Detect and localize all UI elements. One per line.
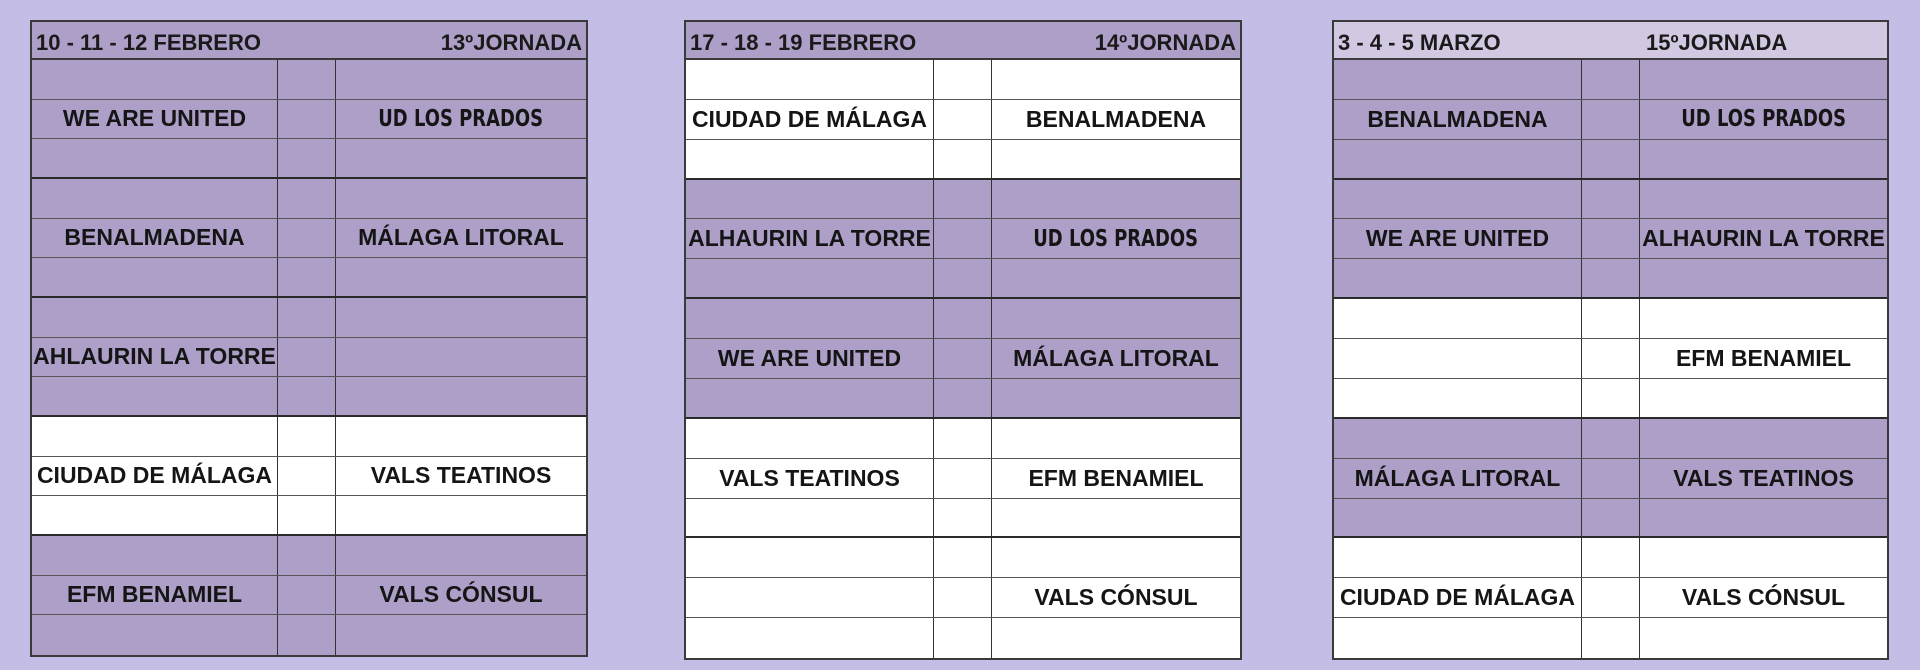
jornada-14-sheet: [684, 20, 1242, 660]
empty-cell: [278, 417, 336, 456]
score-cell: [934, 219, 992, 258]
home-team-label: WE ARE UNITED: [717, 344, 902, 371]
empty-cell: [1582, 618, 1640, 658]
empty-cell: [1640, 618, 1887, 658]
away-team: [336, 219, 586, 258]
match-row: [1334, 100, 1887, 140]
home-team: [1334, 339, 1582, 378]
empty-cell: [934, 538, 992, 577]
score-cell: [1582, 578, 1640, 617]
spacer-row: [1334, 618, 1887, 658]
match-grid: [1334, 60, 1887, 658]
empty-cell: [278, 258, 336, 296]
empty-cell: [1334, 299, 1582, 338]
empty-cell: [934, 419, 992, 458]
spacer-row: [686, 180, 1240, 220]
empty-cell: [32, 536, 278, 575]
away-team-label: MÁLAGA LITORAL: [358, 224, 564, 251]
empty-cell: [1640, 538, 1887, 577]
away-team-label: VALS TEATINOS: [1673, 464, 1854, 491]
empty-cell: [278, 536, 336, 575]
away-team: [992, 578, 1240, 617]
match-row: [32, 576, 586, 616]
score-cell: [278, 338, 336, 377]
empty-cell: [336, 417, 586, 456]
empty-cell: [1582, 419, 1640, 458]
away-team: [1640, 100, 1887, 139]
empty-cell: [1334, 618, 1582, 658]
match-row: [32, 100, 586, 140]
jornada-15-sheet: [1332, 20, 1889, 660]
empty-cell: [1640, 499, 1887, 537]
empty-cell: [32, 298, 278, 337]
empty-cell: [336, 496, 586, 534]
empty-cell: [992, 259, 1240, 297]
empty-cell: [278, 139, 336, 177]
empty-cell: [1582, 140, 1640, 178]
empty-cell: [934, 140, 992, 178]
score-cell: [278, 219, 336, 258]
away-team-label: UD LOS PRADOS: [378, 105, 544, 132]
empty-cell: [992, 618, 1240, 658]
match-row: [1334, 459, 1887, 499]
match-grid: [686, 60, 1240, 658]
away-team-label: ALHAURIN LA TORRE: [1642, 225, 1885, 252]
empty-cell: [1334, 499, 1582, 537]
score-cell: [934, 459, 992, 498]
empty-cell: [336, 377, 586, 415]
empty-cell: [32, 258, 278, 296]
spacer-row: [32, 417, 586, 457]
spacer-row: [32, 139, 586, 179]
home-team: [1334, 219, 1582, 258]
empty-cell: [686, 259, 934, 297]
spacer-row: [1334, 180, 1887, 220]
empty-cell: [934, 60, 992, 99]
jornada-header: [686, 22, 1240, 60]
empty-cell: [992, 299, 1240, 338]
empty-cell: [992, 419, 1240, 458]
empty-cell: [686, 379, 934, 417]
empty-cell: [1582, 259, 1640, 297]
empty-cell: [992, 60, 1240, 99]
spacer-row: [32, 615, 586, 655]
empty-cell: [1334, 180, 1582, 219]
spacer-row: [1334, 499, 1887, 539]
match-row: [686, 219, 1240, 259]
match-row: [686, 100, 1240, 140]
home-team-label: WE ARE UNITED: [62, 105, 247, 132]
home-team-label: AHLAURIN LA TORRE: [33, 343, 276, 370]
empty-cell: [1640, 419, 1887, 458]
score-cell: [934, 578, 992, 617]
empty-cell: [686, 419, 934, 458]
home-team-label: ALHAURIN LA TORRE: [688, 225, 931, 252]
score-cell: [934, 100, 992, 139]
empty-cell: [278, 179, 336, 218]
home-team-label: VALS TEATINOS: [719, 464, 900, 491]
home-team-label: WE ARE UNITED: [1365, 225, 1550, 252]
empty-cell: [686, 180, 934, 219]
home-team-label: BENALMADENA: [64, 224, 245, 251]
spacer-row: [32, 377, 586, 417]
away-team: [1640, 219, 1887, 258]
match-row: [686, 578, 1240, 618]
match-row: [686, 339, 1240, 379]
away-team-label: EFM BENAMIEL: [1028, 464, 1204, 491]
spacer-row: [32, 536, 586, 576]
away-team-label: BENALMADENA: [1025, 105, 1207, 132]
spacer-row: [1334, 299, 1887, 339]
spacer-row: [1334, 259, 1887, 299]
empty-cell: [1640, 140, 1887, 178]
match-row: [1334, 578, 1887, 618]
empty-cell: [336, 298, 586, 337]
home-team: [32, 457, 278, 496]
empty-cell: [686, 299, 934, 338]
home-team: [1334, 459, 1582, 498]
away-team: [992, 100, 1240, 139]
empty-cell: [1640, 60, 1887, 99]
empty-cell: [1334, 140, 1582, 178]
home-team: [32, 576, 278, 615]
empty-cell: [32, 377, 278, 415]
match-row: [32, 219, 586, 259]
spacer-row: [1334, 140, 1887, 180]
home-team: [1334, 100, 1582, 139]
spacer-row: [686, 259, 1240, 299]
empty-cell: [686, 140, 934, 178]
empty-cell: [336, 615, 586, 655]
spacer-row: [686, 618, 1240, 658]
empty-cell: [1582, 499, 1640, 537]
home-team: [32, 100, 278, 139]
empty-cell: [1334, 538, 1582, 577]
away-team-label: VALS CÓNSUL: [1681, 584, 1846, 611]
spacer-row: [32, 258, 586, 298]
spacer-row: [32, 298, 586, 338]
away-team-label: VALS CÓNSUL: [379, 581, 543, 608]
spacer-row: [32, 179, 586, 219]
empty-cell: [32, 60, 278, 99]
score-cell: [934, 339, 992, 378]
empty-cell: [992, 499, 1240, 537]
empty-cell: [686, 499, 934, 537]
empty-cell: [1640, 299, 1887, 338]
empty-cell: [1640, 379, 1887, 417]
empty-cell: [934, 180, 992, 219]
empty-cell: [336, 536, 586, 575]
away-team: [336, 457, 586, 496]
spacer-row: [686, 379, 1240, 419]
score-cell: [1582, 339, 1640, 378]
spacer-row: [686, 140, 1240, 180]
empty-cell: [686, 618, 934, 658]
away-team: [992, 339, 1240, 378]
away-team-label: MÁLAGA LITORAL: [1013, 344, 1219, 371]
away-team: [1640, 339, 1887, 378]
home-team-label: EFM BENAMIEL: [66, 581, 243, 608]
home-team: [686, 339, 934, 378]
spacer-row: [32, 60, 586, 100]
match-grid: [32, 60, 586, 655]
empty-cell: [686, 538, 934, 577]
jornada-round: 13ºJORNADA: [440, 30, 582, 55]
jornada-13-sheet: [30, 20, 588, 657]
away-team: [992, 459, 1240, 498]
score-cell: [1582, 100, 1640, 139]
spacer-row: [686, 419, 1240, 459]
jornada-header: [32, 22, 586, 60]
empty-cell: [992, 379, 1240, 417]
score-cell: [278, 576, 336, 615]
spacer-row: [686, 499, 1240, 539]
empty-cell: [1582, 299, 1640, 338]
jornada-dates: 10 - 11 - 12 FEBRERO: [36, 30, 261, 55]
empty-cell: [934, 618, 992, 658]
match-row: [1334, 339, 1887, 379]
empty-cell: [1334, 379, 1582, 417]
empty-cell: [1640, 180, 1887, 219]
spacer-row: [686, 538, 1240, 578]
empty-cell: [1640, 259, 1887, 297]
home-team: [32, 219, 278, 258]
away-team-label: VALS TEATINOS: [370, 462, 552, 489]
empty-cell: [278, 377, 336, 415]
away-team-label: EFM BENAMIEL: [1675, 344, 1852, 371]
score-cell: [278, 100, 336, 139]
empty-cell: [992, 180, 1240, 219]
empty-cell: [1334, 259, 1582, 297]
away-team-label: UD LOS PRADOS: [1681, 106, 1846, 133]
home-team: [686, 459, 934, 498]
jornada-header: [1334, 22, 1887, 60]
empty-cell: [1582, 180, 1640, 219]
empty-cell: [32, 615, 278, 655]
spacer-row: [1334, 60, 1887, 100]
empty-cell: [992, 140, 1240, 178]
jornada-dates: 17 - 18 - 19 FEBRERO: [690, 30, 917, 55]
spacer-row: [1334, 379, 1887, 419]
empty-cell: [934, 259, 992, 297]
empty-cell: [992, 538, 1240, 577]
spacer-row: [32, 496, 586, 536]
empty-cell: [1582, 60, 1640, 99]
away-team: [992, 219, 1240, 258]
empty-cell: [278, 298, 336, 337]
home-team-label: CIUDAD DE MÁLAGA: [1339, 584, 1576, 611]
jornada-round: 15ºJORNADA: [1646, 30, 1788, 55]
empty-cell: [336, 139, 586, 177]
empty-cell: [686, 60, 934, 99]
empty-cell: [1334, 60, 1582, 99]
empty-cell: [1334, 419, 1582, 458]
score-cell: [1582, 219, 1640, 258]
home-team-label: CIUDAD DE MÁLAGA: [36, 462, 273, 489]
empty-cell: [32, 417, 278, 456]
home-team: [686, 578, 934, 617]
match-row: [686, 459, 1240, 499]
jornada-dates: 3 - 4 - 5 MARZO: [1338, 30, 1501, 55]
empty-cell: [336, 179, 586, 218]
score-cell: [278, 457, 336, 496]
empty-cell: [32, 496, 278, 534]
score-cell: [1582, 459, 1640, 498]
empty-cell: [278, 60, 336, 99]
match-row: [32, 338, 586, 378]
empty-cell: [1582, 379, 1640, 417]
jornada-round: 14ºJORNADA: [1094, 30, 1236, 55]
away-team: [336, 338, 586, 377]
empty-cell: [278, 615, 336, 655]
home-team: [32, 338, 278, 377]
home-team-label: BENALMADENA: [1367, 105, 1548, 132]
empty-cell: [32, 179, 278, 218]
empty-cell: [934, 379, 992, 417]
away-team: [336, 100, 586, 139]
empty-cell: [278, 496, 336, 534]
empty-cell: [336, 60, 586, 99]
empty-cell: [934, 299, 992, 338]
home-team: [686, 219, 934, 258]
away-team-label: VALS CÓNSUL: [1034, 584, 1198, 611]
spacer-row: [686, 299, 1240, 339]
home-team: [686, 100, 934, 139]
away-team: [1640, 578, 1887, 617]
away-team: [1640, 459, 1887, 498]
spacer-row: [686, 60, 1240, 100]
empty-cell: [32, 139, 278, 177]
match-row: [1334, 219, 1887, 259]
home-team-label: MÁLAGA LITORAL: [1354, 464, 1561, 491]
empty-cell: [934, 499, 992, 537]
empty-cell: [1582, 538, 1640, 577]
spacer-row: [1334, 538, 1887, 578]
home-team-label: CIUDAD DE MÁLAGA: [691, 105, 928, 132]
away-team: [336, 576, 586, 615]
spacer-row: [1334, 419, 1887, 459]
home-team: [1334, 578, 1582, 617]
match-row: [32, 457, 586, 497]
away-team-label: UD LOS PRADOS: [1033, 225, 1199, 252]
empty-cell: [336, 258, 586, 296]
